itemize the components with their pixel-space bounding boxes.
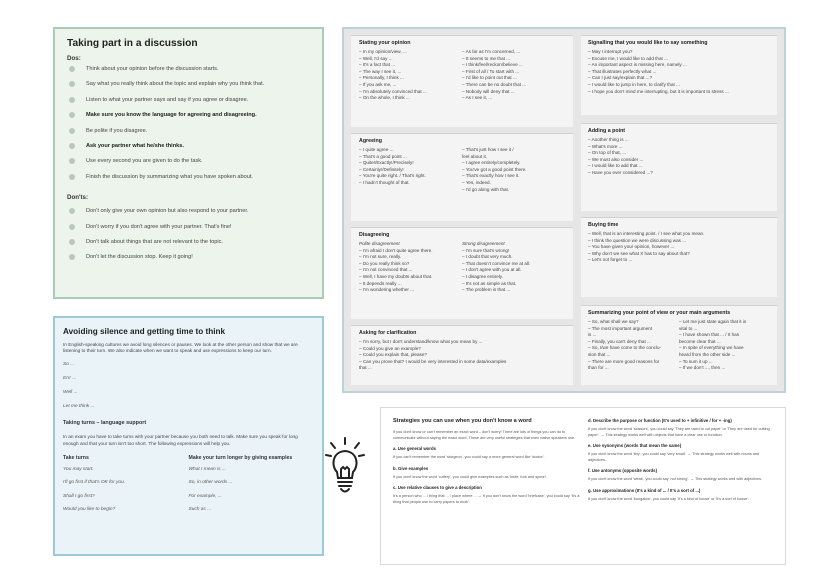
- subheading: Strong disagreement: [462, 241, 505, 246]
- phrase: – Finally, you can't deny that ...: [588, 338, 651, 344]
- list-item: Finish the discussion by summarizing what you have spoken about.: [67, 174, 310, 189]
- phrase: – I quite agree ...: [359, 147, 394, 152]
- box-title: Adding a point: [588, 128, 626, 134]
- strategy-heading: c. Use relative clauses to give a description: [393, 485, 482, 490]
- strategy-text: If you can't remember the word 'sturgeon', you could say a more general word like 'doctor'.: [393, 455, 545, 459]
- phrase: – On the whole, I think ...: [359, 95, 410, 101]
- bullet-icon: [69, 254, 75, 260]
- phrase: – Can you prove that? I would be very interested in some data/examples: [359, 358, 507, 364]
- intro-text: In English-speaking cultures we avoid long silences or pauses. We look at the other person and show that we are listening to their turn. We also indicate when we want to speak and use expressions to keep our turn.: [63, 342, 298, 354]
- phrase: – I agree entirely/completely.: [462, 160, 521, 166]
- phrase: – Can I just say/explain that ...?: [588, 75, 653, 81]
- phrase: – That's exactly how I see it.: [462, 173, 520, 179]
- box-title: Stating your opinion: [359, 40, 411, 46]
- bullet-icon: [69, 224, 75, 230]
- phrase: – I'm absolutely convinced that ...: [359, 88, 427, 94]
- phrase: – The most important argument: [588, 325, 653, 331]
- phrase: – Well, I have my doubts about that.: [359, 273, 433, 279]
- box-title: Buying time: [588, 222, 619, 228]
- taking-turns-heading: Taking turns – language support: [63, 420, 147, 427]
- strategy-heading: g. Use approximations (It's a kind of ... / It's a sort of ...): [588, 487, 701, 493]
- phrase: – That doesn't convince me at all.: [462, 260, 531, 266]
- bullet-icon: [69, 239, 75, 245]
- phrase: – Could you give an example?: [359, 345, 421, 351]
- phrase: – Could you explain that, please?: [359, 352, 427, 358]
- phrase: – It's a fact that ...: [359, 62, 396, 68]
- clarification-box: [351, 325, 573, 385]
- phrase: – I hadn't thought of that.: [359, 179, 410, 185]
- list-item: Shall I go first?: [63, 493, 95, 499]
- taking-part-card: [53, 27, 324, 299]
- phrase: – I would like to jump in here, to clarify that ...: [588, 81, 680, 87]
- strategy-text: If you don't know the word 'scissors', you could say 'They are used to cut paper' or 'They are used for cutting paper'. → This strategy works well with objects that have a clear use or function.: [588, 427, 770, 437]
- list-item: Would you like to begin?: [63, 507, 116, 513]
- phrase: – I'm not convinced that ...: [359, 267, 413, 273]
- list-item: Make sure you know the language for agreeing and disagreeing.: [67, 112, 310, 127]
- column-heading: Take turns: [63, 454, 89, 461]
- list-item: Think about your opinion before the discussion starts.: [67, 66, 310, 81]
- phrase: – Another thing is ...: [588, 137, 629, 142]
- phrase: – That's just how I see it /: [462, 147, 514, 152]
- phrases-card: [342, 27, 786, 393]
- list-item: Don't worry if you don't agree with your partner. That's fine!: [67, 224, 310, 239]
- phrase: – In spite of everything we have: [679, 345, 744, 351]
- phrase: – That illustrates perfectly what ...: [588, 68, 657, 74]
- phrase: – I don't agree with you at all.: [462, 267, 522, 273]
- phrase: – I hope you don't mind me interrupting, but it is important to stress ...: [588, 88, 729, 94]
- phrase: – What's more ...: [588, 143, 623, 149]
- box-title: Disagreeing: [359, 232, 390, 238]
- phrase: vital to ...: [679, 325, 698, 331]
- phrase: – Have you ever considered ...?: [588, 169, 653, 175]
- summarizing-box: [581, 305, 777, 385]
- avoiding-silence-title: Avoiding silence and getting time to think: [63, 327, 226, 336]
- phrase: than for ...: [588, 365, 609, 371]
- phrase: – I'd go along with that.: [462, 186, 510, 192]
- list-item: Ask your partner what he/she thinks.: [67, 143, 310, 158]
- phrase: – Let's not forget to ...: [588, 257, 633, 263]
- box-title: Asking for clarification: [359, 330, 417, 336]
- phrase: – I think/feel/reckon/believe ...: [462, 62, 523, 68]
- box-title: Summarizing your point of view or your main arguments: [588, 310, 731, 316]
- phrase: – As far as I'm concerned, ...: [462, 49, 521, 54]
- lightbulb-icon: [325, 437, 365, 495]
- bullet-icon: [69, 66, 75, 72]
- bullet-icon: [69, 112, 75, 118]
- list-item: Listen to what your partner says and say if you agree or disagree.: [67, 97, 310, 112]
- list-item: What I mean is ...: [188, 466, 226, 472]
- turn-columns: [63, 455, 314, 521]
- list-item: Use every second you are given to do the task.: [67, 158, 310, 173]
- phrase: – I doubt that very much.: [462, 254, 513, 260]
- phrase: – Well, that is an interesting point. / I see what you mean.: [588, 231, 705, 236]
- list-item: Don't talk about things that are not relevant to the topic.: [67, 239, 310, 254]
- list-item: Say what you really think about the topic and explain why you think that.: [67, 81, 310, 96]
- taking-part-title: Taking part in a discussion: [67, 38, 198, 49]
- phrase: – Why don't we see what X has to say about that?: [588, 250, 690, 256]
- phrase: – To sum it up ...: [679, 358, 713, 364]
- strategy-heading: e. Use synonyms (words that mean the same): [588, 443, 682, 448]
- dos-heading: Dos:: [67, 55, 81, 62]
- list-item: Be polite if you disagree.: [67, 128, 310, 143]
- list-item: You may start.: [63, 466, 94, 472]
- phrase: – In my opinion/view, ...: [359, 49, 407, 54]
- expression: Well ...: [63, 390, 78, 396]
- strategy-text: It's a person who ... / thing that ... / place where ... → If you don't know the word 'briefcase', you could say 'It's a thing that people use to carry papers to work'.: [393, 494, 580, 504]
- strategy-heading: f. Use antonyms (opposite words): [588, 468, 657, 473]
- column-heading: Make your turn longer by giving examples: [188, 454, 293, 461]
- phrase: – I'm sure that's wrong!: [462, 247, 510, 253]
- phrase: – If we don't ..., then ...: [679, 365, 726, 371]
- phrase: – May I interrupt you?: [588, 49, 633, 54]
- phrase: – As I see it, ...: [462, 95, 493, 101]
- phrase: – The way I see it, ...: [359, 68, 402, 74]
- longer-turn-column: [189, 455, 315, 521]
- taking-turns-text: In an exam you have to take turns with your partner because you both need to talk. Make sure you speak for long enough and that your turn isn't too short. The following expressions will help you.: [63, 434, 298, 446]
- adding-point-box: [581, 123, 777, 211]
- bullet-icon: [69, 143, 75, 149]
- list-item: Don't only give your own opinion but also respond to your partner.: [67, 208, 310, 223]
- phrase: – Nobody will deny that ...: [462, 88, 515, 94]
- phrase: – I'm afraid I don't quite agree there.: [359, 247, 433, 253]
- expression: So ...: [63, 362, 75, 368]
- phrase: – There are more good reasons for: [588, 358, 660, 364]
- phrase: – On top of that, ...: [588, 150, 627, 156]
- bullet-icon: [69, 128, 75, 134]
- phrase: – I think the question we were discussing was ...: [588, 237, 687, 243]
- buying-time-box: [581, 217, 777, 297]
- phrase: – So, I/we have come to the conclu-: [588, 345, 662, 351]
- intro-text: If you don't know or can't remember an exact word – don't worry! There are lots of things you can do to communicate without saying the exact word. These are very useful strategies that even native speakers use.: [393, 430, 576, 440]
- phrase: sion that ...: [588, 351, 611, 357]
- phrase: – You've got a good point there.: [462, 166, 527, 172]
- phrase: – There can be no doubt that ...: [462, 81, 527, 87]
- strategy-heading: d. Describe the purpose or function (It's used to + infinitive / for + -ing): [588, 418, 732, 423]
- strategies-right-column: [588, 418, 778, 507]
- list-item: For example, ...: [188, 493, 222, 499]
- strategy-heading: a. Use general words: [393, 446, 436, 451]
- strategy-text: If you don't know the word 'cutlery', you could give examples such as 'knife, fork and spoon'.: [393, 474, 548, 479]
- phrase: – Certainly!/Definitely!: [359, 166, 404, 172]
- list-item: Such as ...: [188, 507, 212, 513]
- donts-heading: Don'ts:: [67, 194, 89, 202]
- phrase: – I'd like to point out that ...: [462, 75, 517, 81]
- phrase: – We must also consider ...: [588, 156, 644, 162]
- list-item: So, in other words ...: [188, 480, 233, 486]
- list-item: Don't let the discussion stop. Keep it going!: [67, 254, 310, 269]
- expression: Errr ...: [63, 376, 77, 382]
- phrase: – Personally, I think ...: [359, 75, 404, 81]
- take-turns-column: [63, 455, 189, 521]
- signalling-box: [581, 35, 777, 115]
- phrase: – I would like to add that ...: [588, 163, 643, 169]
- strategies-card: [380, 407, 786, 565]
- phrase: – I'm not sure, really.: [359, 254, 402, 260]
- phrase: – You have given your opinion, however ...: [588, 244, 675, 250]
- phrase: – I disagree entirely.: [462, 273, 504, 279]
- disagreeing-box: [351, 227, 573, 319]
- phrase: – Excuse me, I would like to add that ...: [588, 55, 668, 61]
- phrase: that ...: [359, 365, 372, 371]
- phrase: – That's a good point ...: [359, 153, 407, 159]
- bullet-icon: [69, 97, 75, 103]
- phrase: – You're quite right. / That's right.: [359, 173, 426, 179]
- phrase: – First of all / To start with ...: [462, 68, 520, 74]
- phrase: – So, what shall we say?: [588, 319, 639, 324]
- bullet-icon: [69, 81, 75, 87]
- bullet-icon: [69, 208, 75, 214]
- strategies-title: Strategies you can use when you don't know a word: [393, 418, 532, 424]
- phrase: – It seems to me that ...: [462, 55, 510, 61]
- phrase: – I have shown that ... / It has: [679, 332, 740, 338]
- strategy-text: If you don't know the word 'bungalow', you could say 'It's a kind of house' or 'It's a sort of house'.: [588, 496, 750, 501]
- phrase: feel about it.: [462, 153, 488, 159]
- expression: Let me think ...: [63, 404, 95, 410]
- phrase: – Let me just state again that it is: [679, 319, 747, 324]
- phrase: – Yes, indeed.: [462, 179, 491, 185]
- bullet-icon: [69, 174, 75, 180]
- phrase: – It depends really ...: [359, 280, 402, 286]
- subheading: Polite disagreement: [359, 241, 400, 246]
- phrase: heard from the other side ...: [679, 351, 736, 357]
- box-title: Agreeing: [359, 138, 382, 144]
- strategy-text: If you don't know the word 'tiny', you could say 'very small'. → This strategy works well with nouns and adjectives.: [588, 452, 760, 462]
- phrase: – I'm sorry, but I don't understand/know what you mean by ...: [359, 339, 483, 344]
- phrase: become clear that ...: [679, 338, 721, 344]
- phrase: – Do you really think so?: [359, 260, 410, 266]
- phrase: – I'm wondering whether ...: [359, 287, 415, 293]
- strategy-heading: b. Give examples: [393, 465, 429, 471]
- strategy-text: If you don't know the word 'weak', you could say 'not strong'. → This strategy works well with adjectives.: [588, 477, 763, 481]
- phrase: – It's not as simple as that.: [462, 280, 517, 286]
- phrase: is ...: [588, 332, 597, 338]
- phrase: – Well, I'd say ...: [359, 55, 393, 61]
- phrase: – If you ask me, ...: [359, 81, 397, 87]
- phrase: – The problem is that ...: [462, 287, 511, 293]
- phrase: – An important aspect is missing here, namely ...: [588, 62, 687, 68]
- stating-opinion-box: [351, 35, 573, 127]
- avoiding-silence-card: [53, 316, 324, 556]
- bullet-icon: [69, 158, 75, 164]
- agreeing-box: [351, 133, 573, 221]
- list-item: I'll go first if that's OK for you.: [63, 480, 126, 486]
- strategies-left-column: [393, 418, 583, 510]
- phrase: – Quite!/Exactly!/Precisely!: [359, 160, 414, 166]
- box-title: Signalling that you would like to say something: [588, 40, 708, 46]
